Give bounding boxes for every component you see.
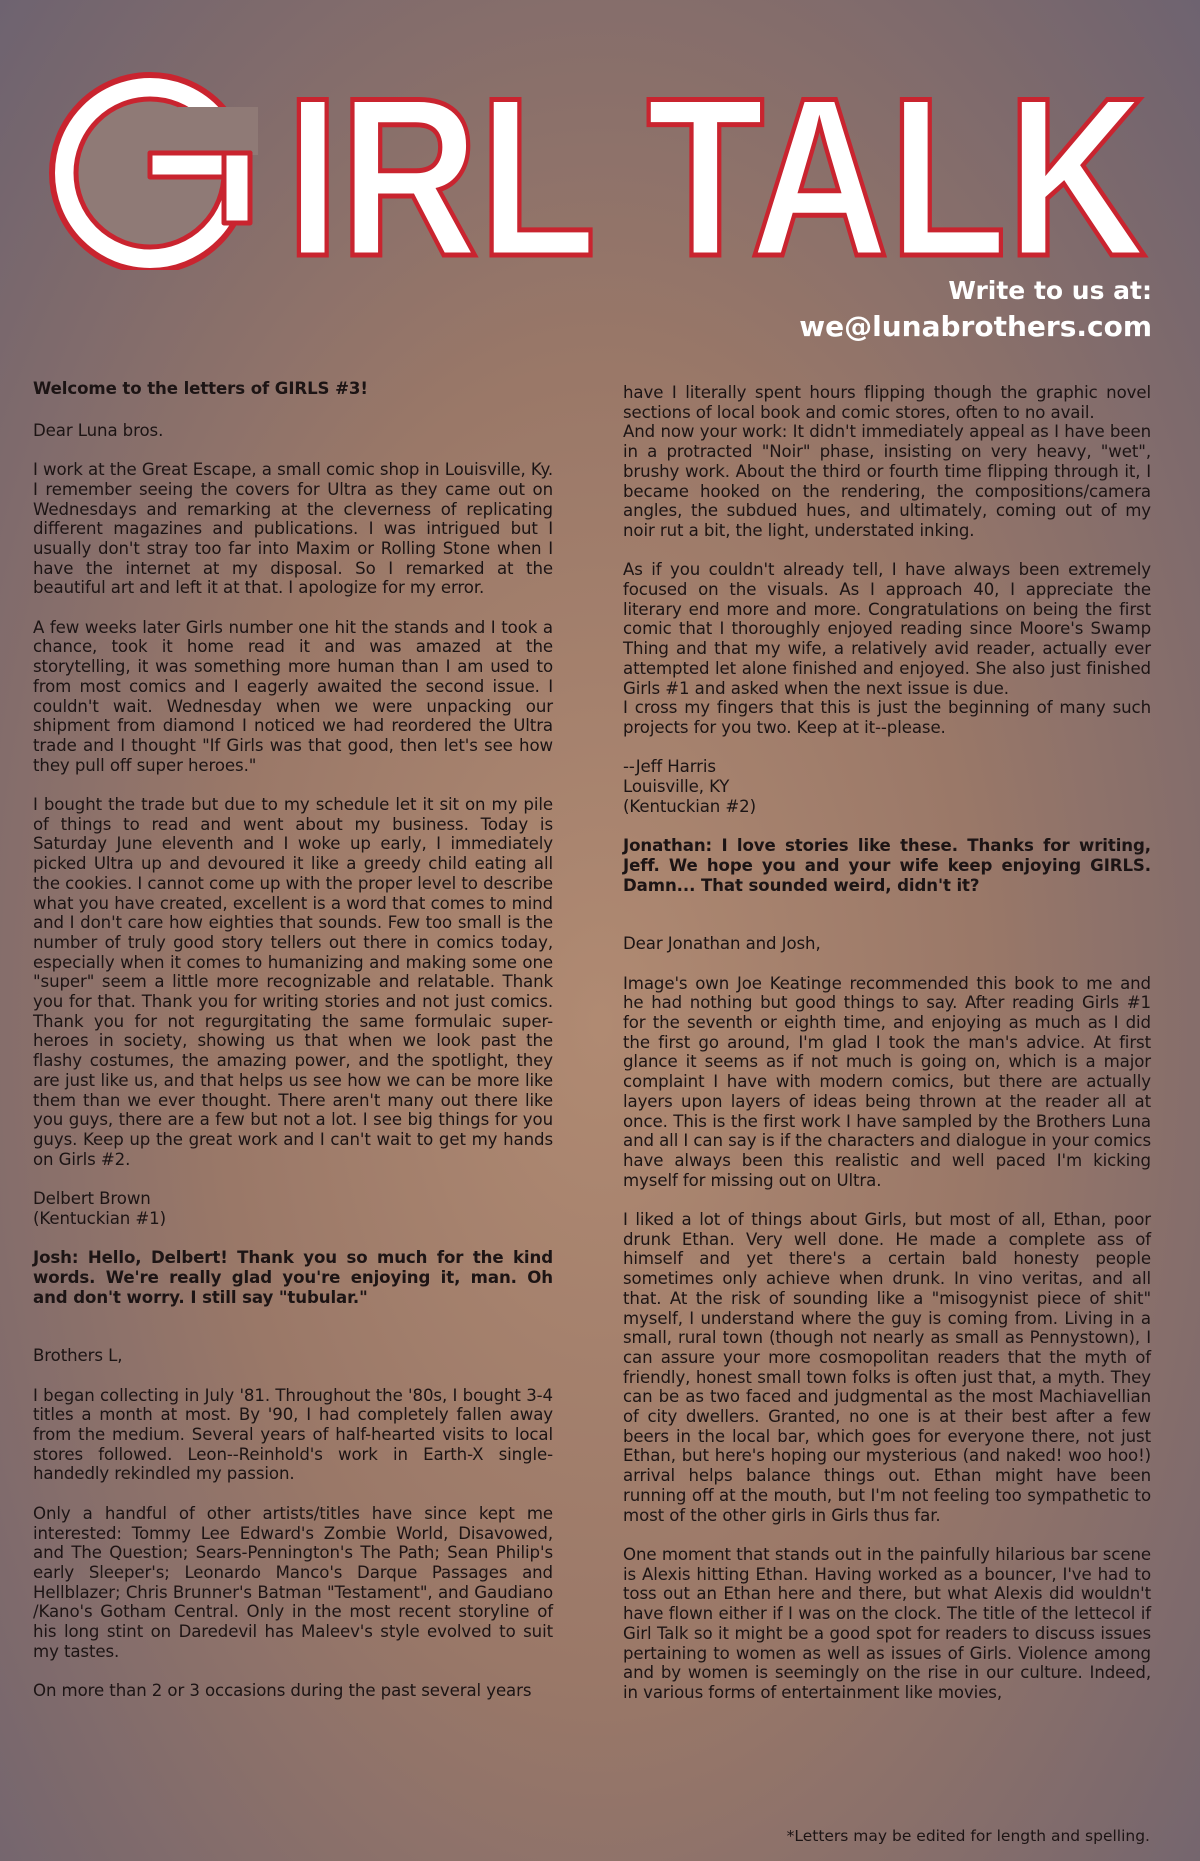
masthead-title-text: IRL TALK xyxy=(286,55,1146,270)
masthead-logo xyxy=(28,55,1153,270)
letter-salutation: Dear Luna bros. xyxy=(33,420,164,440)
letter-paragraph: I began collecting in July '81. Throughout the '80s, I bought 3-4 titles a month at most. By '90, I had completely fallen away from the medium. Several years of half-hearted visits to local stores followed. Leon--Reinhold's work in Earth-X single-handedly rekindled my passion. xyxy=(33,1385,553,1484)
letter-paragraph: Image's own Joe Keatinge recommended this book to me and he had nothing but good things to say. After reading Girls #1 for the seventh or eighth time, and enjoying as much as I did the first go around, I'm glad I took the man's advice. At first glance it seems as if not much is going on, which is a major complaint I have with modern comics, but there are actually layers upon layers of ideas being thrown at the reader all at once. This is the first work I have sampled by the Brothers Luna and all I can say is if the characters and dialogue in your comics have always been this realistic and well paced I'm kicking myself for missing out on Ultra. xyxy=(623,973,1151,1190)
letter-paragraph: On more than 2 or 3 occasions during the past several years xyxy=(33,1681,532,1701)
contact-block xyxy=(799,274,1152,346)
letter-paragraph: As if you couldn't already tell, I have always been extremely focused on the visuals. As I approach 40, I appreciate the literary end more and more. Congratulations on being the first comic that I thoroughly enjoyed reading since Moore's Swamp Thing and that my wife, a relatively avid reader, actually ever attempted let alone finished and enjoyed. She also just finished Girls #1 and asked when the next issue is due. I cross my fingers that this is just the beginning of many such projects for you two. Keep at it--please. xyxy=(623,560,1151,737)
letter-paragraph: I liked a lot of things about Girls, but most of all, Ethan, poor drunk Ethan. Very well done. He made a complete ass of himself and yet there's a certain bald honesty people sometimes only achieve when drunk. In vino veritas, and all that. At the risk of sounding like a "misogynist piece of shit" myself, I understand where the guy is coming from. Living in a small, rural town (though not nearly as small as Pennystown), I can assure your more cosmopolitan readers that the myth of friendly, honest small town folks is often just that, a myth. They can be as two faced and judgmental as the most Machiavellian of city dwellers. Granted, no one is at their best after a few beers in the local bar, which goes for everyone there, not just Ethan, but here's hoping our mysterious (and naked! woo hoo!) arrival helps balance things out. Ethan might have been running off at the mouth, but I'm not feeling too sympathetic to most of the other girls in Girls thus far. xyxy=(623,1210,1151,1525)
edit-footnote: *Letters may be edited for length and spelling. xyxy=(786,1827,1150,1845)
letter-paragraph: One moment that stands out in the painfully hilarious bar scene is Alexis hitting Ethan. Having worked as a bouncer, I've had to toss out an Ethan here and there, but what Alexis did wouldn't have flown either if I was on the clock. The title of the lettecol if Girl Talk so it might be a good spot for readers to discuss issues pertaining to women as well as issues of Girls. Violence among and by women is seemingly on the rise in our culture. Indeed, in various forms of entertainment like movies, xyxy=(623,1544,1151,1702)
letter-paragraph: A few weeks later Girls number one hit the stands and I took a chance, took it home read it and was amazed at the storytelling, it was something more human than I am used to from most comics and I eagerly awaited the second issue. I couldn't wait. Wednesday when we were unpacking our shipment from diamond I noticed we had reordered the Ultra trade and I thought "If Girls was that good, then let's see how they pull off super heroes." xyxy=(33,617,553,775)
left-column xyxy=(33,379,553,1721)
letter-signature: --Jeff Harris Louisville, KY (Kentuckian #2) xyxy=(623,757,757,816)
letter-paragraph: I work at the Great Escape, a small comic shop in Louisville, Ky. I remember seeing the covers for Ultra as they came out on Wednesdays and remarking at the cleverness of replicating different magazines and publications. I was intrigued but I usually don't stray too far into Maxim or Rolling Stone when I have the internet at my disposal. So I remarked at the beautiful art and left it at that. I apologize for my error. xyxy=(33,460,553,598)
letter-salutation: Brothers L, xyxy=(33,1346,123,1366)
letter-salutation: Dear Jonathan and Josh, xyxy=(623,934,821,954)
girl-talk-masthead xyxy=(28,55,1153,270)
letter-paragraph: have I literally spent hours flipping though the graphic novel sections of local book and comic stores, often to no avail. And now your work: It didn't immediately appeal as I have been in a protracted "Noir" phase, insisting on very heavy, "wet", brushy work. About the third or fourth time flipping through it, I became hooked on the rendering, the compositions/camera angles, the subdued hues, and ultimately, coming out of my noir rut a bit, the light, understated inking. xyxy=(623,383,1151,540)
right-column xyxy=(623,383,1151,1722)
contact-email[interactable]: we@lunabrothers.com xyxy=(799,310,1152,343)
letters-intro: Welcome to the letters of GIRLS #3! xyxy=(33,379,368,398)
letter-paragraph: Only a handful of other artists/titles have since kept me interested: Tommy Lee Edward's Zombie World, Disavowed, and The Question; Sears-Pennington's The Path; Sean Philip's early Sleeper's; Leonardo Manco's Darque Passages and Hellblazer; Chris Brunner's Batman "Testament", and Gaudiano /Kano's Gotham Central. Only in the most recent storyline of his long stint on Daredevil has Maleev's style evolved to suit my tastes. xyxy=(33,1503,553,1661)
editor-reply: Josh: Hello, Delbert! Thank you so much for the kind words. We're really glad you're enjoying it, man. Oh and don't worry. I still say "tubular." xyxy=(33,1248,553,1307)
letter-signature: Delbert Brown (Kentuckian #1) xyxy=(33,1189,167,1228)
editor-reply: Jonathan: I love stories like these. Thanks for writing, Jeff. We hope you and your wife keep enjoying GIRLS. Damn... That sounded weird, didn't it? xyxy=(623,836,1151,895)
letter-paragraph: I bought the trade but due to my schedule let it sit on my pile of things to read and went about my business. Today is Saturday June eleventh and I woke up early, I immediately picked Ultra up and devoured it like a greedy child eating all the cookies. I cannot come up with the proper level to describe what you have created, excellent is a word that comes to mind and I don't care how eighties that sounds. Few too small is the number of truly good story tellers out there in comics today, especially when it comes to humanizing and making some one "super" seem a little more recognizable and relatable. Thank you for that. Thank you for writing stories and not just comics. Thank you for not regurgitating the same formulaic super-heroes in society, showing us that when we look past the flashy costumes, the amazing power, and the spotlight, they are just like us, and that helps us see how we can be more like them than we ever thought. There aren't many out there like you guys, there are a few but not a lot. I see big things for you guys. Keep up the great work and I can't wait to get my hands on Girls #2. xyxy=(33,795,553,1169)
contact-heading: Write to us at: xyxy=(948,276,1152,305)
